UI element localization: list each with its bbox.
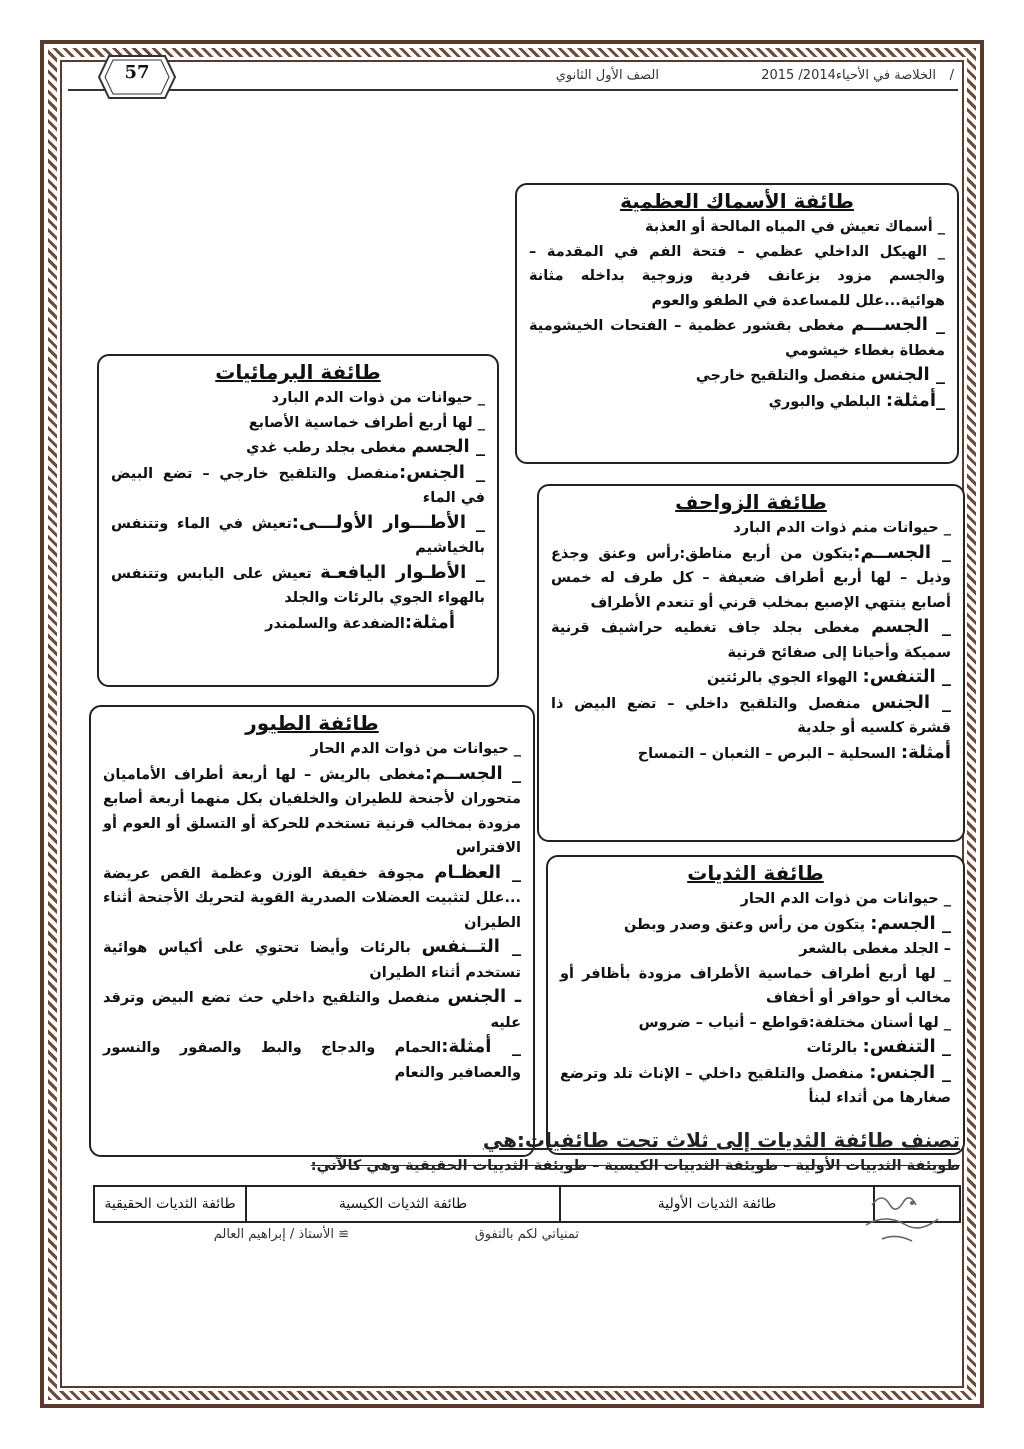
bird-line-3 bbox=[103, 861, 521, 936]
box-title: طائفة الأسماك العظمية bbox=[620, 189, 854, 213]
reptile-key-sex: _ الجنس bbox=[871, 691, 951, 713]
fish-body-text: مغطى بقشور عظمية – الفتحات الخيشومية مغطاة بغطاء خيشومي bbox=[529, 318, 945, 359]
fish-line-5 bbox=[529, 389, 945, 415]
fish-key-body: _ الجســـم bbox=[851, 314, 945, 335]
amphibian-adult-text: تعيش على اليابس وتتنفس بالهواء الجوي بالرئات والجلد bbox=[111, 565, 485, 606]
box-mammals bbox=[546, 855, 965, 1155]
mammal-line-3: – الجلد مغطى بالشعر bbox=[799, 941, 951, 957]
reptile-line-1: _ حيوانات منم ذوات الدم البارد bbox=[733, 520, 951, 536]
box-title: طائفة الزواحف bbox=[675, 490, 827, 514]
reptile-line-6 bbox=[551, 741, 951, 767]
fish-line-3 bbox=[529, 313, 945, 363]
page-number: 57 bbox=[124, 62, 150, 83]
bird-key-sex: ـ الجنس bbox=[447, 986, 521, 1007]
amphibian-line-5 bbox=[111, 511, 485, 561]
header-slash: / bbox=[949, 68, 954, 83]
mammal-subclass-list: طويئفة الثدييات الأولية – طويئفة الثدييات الكيسية – طويئفة الثدييات الحقيقية وهي كالآتي: bbox=[310, 1158, 960, 1174]
fish-key-examples: _أمثلة: bbox=[885, 389, 945, 411]
bird-key-bones: _ العظـام bbox=[434, 861, 521, 883]
mammal-body-text: يتكون من رأس وعنق وصدر وبطن bbox=[623, 916, 866, 933]
amphibian-line-7 bbox=[111, 611, 485, 637]
mammal-sex-text: منفصل والتلقيح داخلي – الإناث تلد وترضع صغارها من أثداء لبنأ bbox=[560, 1065, 951, 1106]
bird-line-4 bbox=[103, 935, 521, 985]
bird-breathing-text: بالرئات وأيضا تحتوي على أكياس هوائية تستخدم أثناء الطيران bbox=[103, 940, 521, 981]
reptile-key-skin: _ الجسم bbox=[871, 616, 951, 637]
page-header bbox=[180, 64, 954, 88]
reptile-line-3 bbox=[551, 615, 951, 665]
reptile-line-4 bbox=[551, 665, 951, 691]
reptile-key-breathing: _ التنفس: bbox=[862, 666, 951, 687]
reptile-examples-text: السحلية – البرص – الثعبان – التمساح bbox=[637, 745, 896, 762]
mammal-line-5: _ لها أسنان مختلفة:قواطع – أنياب – ضروس bbox=[638, 1014, 951, 1031]
footer-wish: تمنياتي لكم بالتفوق bbox=[474, 1227, 579, 1242]
bird-body-text: مغطى بالريش – لها أربعة أطراف الأماميان متحوران لأجنحة للطيران والخلفيان بكل منهما أربعة أصابع مزودة بمخالب قرنية تستخدم للحركة أو التسلق أو العوم أو الافتراس bbox=[103, 766, 521, 856]
mammal-line-1: _ حيوانات من ذوات الدم الحار bbox=[740, 891, 951, 907]
amphibian-early-text: تعيش في الماء وتتنفس بالخياشيم bbox=[111, 515, 485, 556]
table-cell-placentals: طائفة الثديات الحقيقية bbox=[94, 1186, 246, 1222]
header-rule bbox=[68, 89, 958, 91]
fish-key-sex: _ الجنس bbox=[871, 364, 945, 385]
box-bony-fish bbox=[515, 183, 959, 464]
amphibian-line-1: _ حيوانات من ذوات الدم البارد bbox=[271, 390, 485, 406]
mammal-line-2 bbox=[560, 912, 951, 938]
amphibian-body-text: مغطى بجلد رطب غدي bbox=[246, 440, 407, 456]
table-row bbox=[94, 1186, 960, 1222]
amphibian-line-2: _ لها أربع أطراف خماسية الأصابع bbox=[248, 414, 485, 431]
header-grade: الصف الأول الثانوي bbox=[555, 68, 659, 83]
amphibian-key-examples: أمثلة: bbox=[404, 611, 455, 633]
mammal-subclass-heading: تصنف طائفة الثديات إلى ثلاث تحت طائفيات:هي bbox=[482, 1128, 960, 1152]
mammal-line-7 bbox=[560, 1061, 951, 1111]
mammal-subclass-table bbox=[93, 1185, 961, 1223]
amphibian-line-4 bbox=[111, 461, 485, 511]
amphibian-key-sex: _ الجنس: bbox=[399, 461, 485, 483]
amphibian-examples-text: الضفدعة والسلمندر bbox=[265, 615, 405, 632]
reptile-body-text: يتكون من أربع مناطق:رأس وعنق وجذع وذيل – لها أربع أطراف ضعيفة – كل طرف له خمس أصابع ينتهي الإصبع بمخلب قرني أو تنعدم الأطراف bbox=[551, 545, 951, 611]
amphibian-key-early: _ الأطـــوار الأولـــى: bbox=[291, 511, 485, 533]
mammal-line-6 bbox=[560, 1035, 951, 1061]
reptile-skin-text: مغطى بجلد جاف تغطيه حراشيف قرنية سميكة وأحيانا إلى صفائح قرنية bbox=[551, 620, 951, 661]
mammal-breathing-text: بالرئات bbox=[806, 1040, 858, 1056]
box-title: طائفة البرمائيات bbox=[215, 360, 381, 384]
signature-icon bbox=[852, 1185, 952, 1253]
reptile-line-2 bbox=[551, 541, 951, 616]
fish-examples-text: البلطي والبوري bbox=[768, 393, 881, 410]
box-title: طائفة الطيور bbox=[245, 711, 379, 735]
reptile-key-examples: أمثلة: bbox=[900, 741, 951, 763]
fish-sex-text: منفصل والتلقيح خارجي bbox=[695, 368, 866, 384]
reptile-key-body: _ الجســم: bbox=[853, 541, 951, 563]
box-amphibians bbox=[97, 354, 499, 687]
reptile-line-5 bbox=[551, 691, 951, 741]
table-cell-marsupials: طائفة الثديات الكيسية bbox=[246, 1186, 560, 1222]
header-book-title: الخلاصة في الأحياء2014/ 2015 bbox=[761, 68, 936, 83]
amphibian-line-6 bbox=[111, 561, 485, 611]
box-reptiles bbox=[537, 484, 965, 842]
footer-teacher: ≅ الأستاذ / إبراهيم العالم bbox=[213, 1227, 349, 1242]
mammal-key-body: _ الجسم: bbox=[870, 912, 951, 934]
amphibian-key-body: _ الجسم bbox=[411, 436, 485, 457]
fish-line-2: _ الهيكل الداخلي عظمي – فتحة الفم في المقدمة – والجسم مزود بزعانف فردية وزوجية بداخله مثانة هوائية...علل للمساعدة في الطفو والعوم bbox=[529, 243, 945, 309]
bird-key-breathing: _ التــنفس bbox=[421, 936, 521, 957]
bird-key-body: _ الجســم: bbox=[424, 762, 521, 784]
amphibian-key-adult: _ الأطـوار اليافعـة bbox=[320, 561, 485, 583]
box-title: طائفة الثديات bbox=[687, 861, 824, 885]
bird-bones-text: مجوفة خفيفة الوزن وعظمة القص عريضة ...علل لتثبيت العضلات الصدرية القوية لتحريك الأجنحة أثناء الطيران bbox=[103, 865, 521, 931]
reptile-sex-text: منفصل والتلقيح داخلي – تضع البيض ذا قشرة كلسيه أو جلدية bbox=[551, 695, 951, 736]
bird-line-1: _ حيوانات من ذوات الدم الحار bbox=[310, 741, 521, 757]
mammal-line-4: _ لها أربع أطراف خماسية الأطراف مزودة بأظافر أو مخالب أو حوافر أو أخفاف bbox=[560, 965, 951, 1006]
bird-examples-text: الحمام والدجاج والبط والصقور والنسور والعصافير والنعام bbox=[103, 1040, 521, 1081]
mammal-key-breathing: _ التنفس: bbox=[862, 1036, 951, 1057]
amphibian-line-3 bbox=[111, 435, 485, 461]
box-birds bbox=[89, 705, 535, 1157]
amphibian-sex-text: منفصل والتلقيح خارجي – تضع البيض في الماء bbox=[111, 465, 485, 506]
fish-line-1: _ أسماك تعيش في المياه المالحة أو العذبة bbox=[644, 219, 945, 235]
mammal-key-sex: _ الجنس: bbox=[869, 1061, 951, 1083]
fish-line-4 bbox=[529, 363, 945, 389]
bird-key-examples: _ أمثلة: bbox=[441, 1036, 521, 1057]
bird-line-6 bbox=[103, 1035, 521, 1085]
bird-sex-text: منفصل والتلقيح داخلي حث تضع البيض وترقد عليه bbox=[103, 990, 521, 1031]
bird-line-5 bbox=[103, 985, 521, 1035]
bird-line-2 bbox=[103, 762, 521, 861]
reptile-breathing-text: الهواء الجوي بالرئتين bbox=[706, 670, 858, 686]
table-cell-monotremes: طائفة الثديات الأولية bbox=[560, 1186, 874, 1222]
